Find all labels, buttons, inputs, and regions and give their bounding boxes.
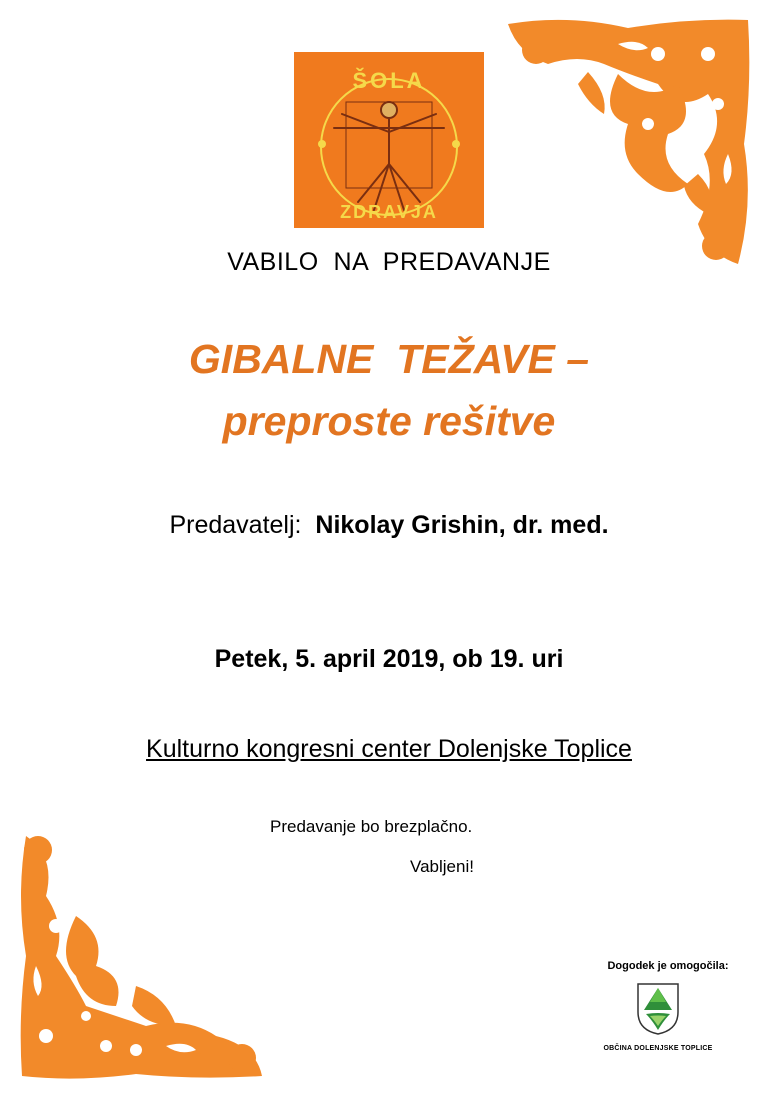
logo-text-bottom: ZDRAVJA bbox=[340, 202, 438, 222]
lecture-title-line2: preproste rešitve bbox=[222, 398, 556, 444]
logo-text-top: ŠOLA bbox=[352, 68, 426, 93]
municipality-crest-icon bbox=[636, 982, 680, 1036]
speaker-line bbox=[0, 511, 778, 540]
event-venue: Kulturno kongresni center Dolenjske Toplice bbox=[146, 735, 632, 763]
sponsor-name: OBČINA DOLENJSKE TOPLICE bbox=[603, 1045, 713, 1052]
speaker-name: Nikolay Grishin, dr. med. bbox=[315, 511, 609, 539]
sponsor-label: Dogodek je omogočila: bbox=[607, 960, 729, 972]
invitation-heading: VABILO NA PREDAVANJE bbox=[227, 248, 551, 276]
welcome-note: Vabljeni! bbox=[410, 857, 474, 876]
lecture-title-line1: GIBALNE TEŽAVE – bbox=[188, 336, 590, 382]
sola-zdravja-logo bbox=[294, 52, 484, 228]
ornament-top-right-icon bbox=[508, 14, 754, 268]
speaker-label: Predavatelj: bbox=[169, 511, 316, 539]
vitruvian-man-icon bbox=[294, 52, 484, 228]
free-admission-note: Predavanje bo brezplačno. bbox=[270, 817, 473, 836]
ornament-bottom-left-icon bbox=[16, 836, 264, 1084]
event-datetime: Petek, 5. april 2019, ob 19. uri bbox=[214, 645, 564, 673]
